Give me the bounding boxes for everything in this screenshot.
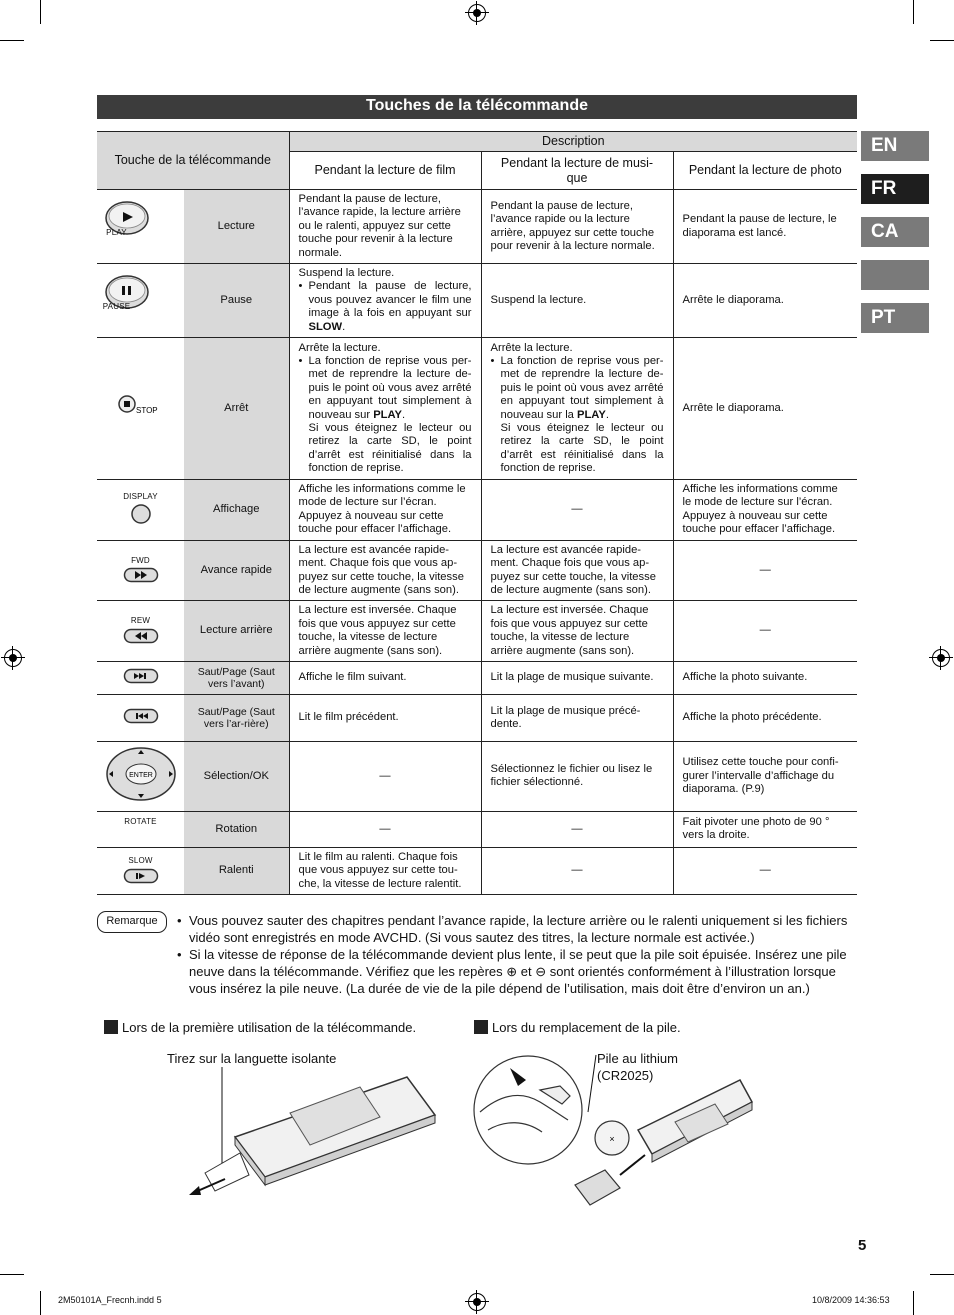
svg-text:ENTER: ENTER [128,772,153,780]
col-header-music: Pendant la lecture de musi-que [481,152,673,190]
note-item: • Vous pouvez sauter des chapitres pendant l’avance rapide, la lecture arrière ou le ralenti uniquement si les fichiers vidéo sont enregistrés en mode AVCHD. (Si vous sautez des titres, la lecture normale est activée.) [189,912,855,946]
table-row: $^{PLAY}$ Lecture Pendant la pause de lecture, l’avance rapide, la lecture arrière ou le ralenti, appuyez sur cette touche pour revenir à la lecture normale. Pendant la pause de lecture, l’avance rapide ou la lecture arrière, appuyez sur cette touche pour revenir à la lecture normale. Pendant la pause de lecture, le diaporama est lancé. [97,190,857,264]
footer-date: 10/8/2009 14:36:53 [812,1295,890,1305]
lang-tab-pt[interactable]: PT [861,303,929,333]
note-item: • Si la vitesse de réponse de la télécommande devient plus lente, il se peut que la pile soit épuisée. Insérez une pile neuve dans la télécommande. Vérifiez que les repères ⊕ et ⊖ sont orientés conformément à l’illustration lorsque vous insérez la pile neuve. (La durée de vie de la pile dépend de l’utilisation, mais doit être d’environ un an.) [189,946,855,997]
col-header-photo: Pendant la lecture de photo [673,152,857,190]
crop-mark [40,1291,41,1315]
pause-button-icon: PAUSE [97,264,184,338]
table-row: DISPLAY Affichage Affiche les informations comme le mode de lecture sur l’écran. Appuyez à nouveau sur cette touche pour effacer l’affichage. — Affiche les informations comme le mode de lecture sur l’écran. Appuyez à nouveau sur cette touche pour effacer l’affichage. [97,480,857,541]
table-row: ENTER Sélection/OK — Sélectionnez le fichier ou lisez le fichier sélectionné. Utilisez cette touche pour confi-gurer l’intervalle d’affichage du diaporama. (P.9) [97,741,857,811]
registration-mark-icon [468,1293,486,1311]
table-row: FWD Avance rapide La lecture est avancée rapide-ment. Chaque fois que vous ap-puyez sur cette touche, la vitesse de lecture augmente (sans son). La lecture est avancée rapide-ment. Chaque fois que vous ap-puyez sur cette touche, la vitesse de lecture augmente (sans son). — [97,540,857,601]
replace-heading: Lors du remplacement de la pile. [474,1020,681,1035]
lang-tab-blank[interactable] [861,260,929,290]
battery-replacement-illustration [470,1050,760,1215]
table-row: REW Lecture arrière La lecture est inversée. Chaque fois que vous appuyez sur cette touche, la vitesse de lecture arrière augmente (sans son). La lecture est inversée. Chaque fois que vous appuyez sur cette touche, la vitesse de lecture arrière augmente (sans son). — [97,601,857,662]
crop-mark [913,0,914,24]
page-number: 5 [858,1237,867,1254]
col-header-key: Touche de la télécommande [97,132,289,190]
lang-tab-fr[interactable]: FR [861,174,929,204]
remote-pull-tab-illustration [185,1065,455,1205]
crop-mark [930,1274,954,1275]
table-row: STOP Arrêt Arrête la lecture. • La fonction de reprise vous per-met de reprendre la lecture de-puis le point où vous avez arrêté en appuyant tout simplement à nouveau sur PLAY. Si vous éteignez le lecteur ou retirez la carte SD, le point d’arrêt est réinitialisé dans la fonction de reprise. Arrête la lecture. • La fonction de reprise vous per-met de reprendre la lecture de-puis le point où vous avez arrêté en appuyant tout simplement à nouveau sur la PLAY. Si vous éteignez le lecteur ou retirez la carte SD, le point d’arrêt est réinitialisé dans la fonction de reprise. Arrête le diaporama. [97,338,857,480]
battery-caption: Pile au lithium [597,1051,678,1066]
table-row: $^{PAUSE}$ Pause Suspend la lecture. • Pendant la pause de lecture, vous pouvez avancer le film une image à la fois en appuyant sur SLOW. Suspend la lecture. Arrête le diaporama. [97,264,857,338]
crop-mark [0,40,24,41]
table-row: Saut/Page (Saut vers l’ar-rière) Lit le film précédent. Lit la plage de musique précé-dente. Affiche la photo précédente. [97,694,857,741]
lang-tab-en[interactable]: EN [861,131,929,161]
col-header-description: Description [289,132,857,152]
crop-mark [40,0,41,24]
fast-forward-button-icon: FWD [97,540,184,601]
svg-text:STOP: STOP [135,406,158,416]
key-name: Lecture [184,190,289,264]
registration-mark-icon [468,4,486,22]
remarque-label: Remarque [97,911,167,933]
slow-button-icon: SLOW [97,847,184,894]
notes-list [175,912,855,997]
registration-mark-icon [932,649,950,667]
stop-button-icon [97,338,184,480]
remote-keys-table [97,131,857,895]
first-use-heading: Lors de la première utilisation de la télécommande. [104,1020,416,1035]
display-button-icon: DISPLAY [97,480,184,541]
table-row: Saut/Page (Saut vers l’avant) Affiche le film suivant. Lit la plage de musique suivante. Affiche la photo suivante. [97,661,857,694]
lang-tab-ca[interactable]: CA [861,217,929,247]
skip-previous-button-icon [97,694,184,741]
play-button-icon: PLAY [97,190,184,264]
svg-text:×: × [609,1134,615,1144]
crop-mark [0,1274,24,1275]
battery-model-caption: (CR2025) [597,1068,654,1083]
rotate-button-icon: ROTATE [97,811,184,847]
col-header-film: Pendant la lecture de film [289,152,481,190]
registration-mark-icon [4,649,22,667]
crop-mark [913,1291,914,1315]
rewind-button-icon: REW [97,601,184,662]
section-title: Touches de la télécommande [97,95,857,119]
footer-file: 2M50101A_Frecnh.indd 5 [58,1295,162,1305]
table-row: ROTATE Rotation — — Fait pivoter une photo de 90 ° vers la droite. [97,811,857,847]
table-row: SLOW Ralenti Lit le film au ralenti. Chaque fois que vous appuyez sur cette tou-che, la vitesse de lecture ralentit. — — [97,847,857,894]
insulation-caption: Tirez sur la languette isolante [167,1051,337,1066]
enter-dpad-icon [97,741,184,811]
skip-next-button-icon [97,661,184,694]
crop-mark [930,40,954,41]
